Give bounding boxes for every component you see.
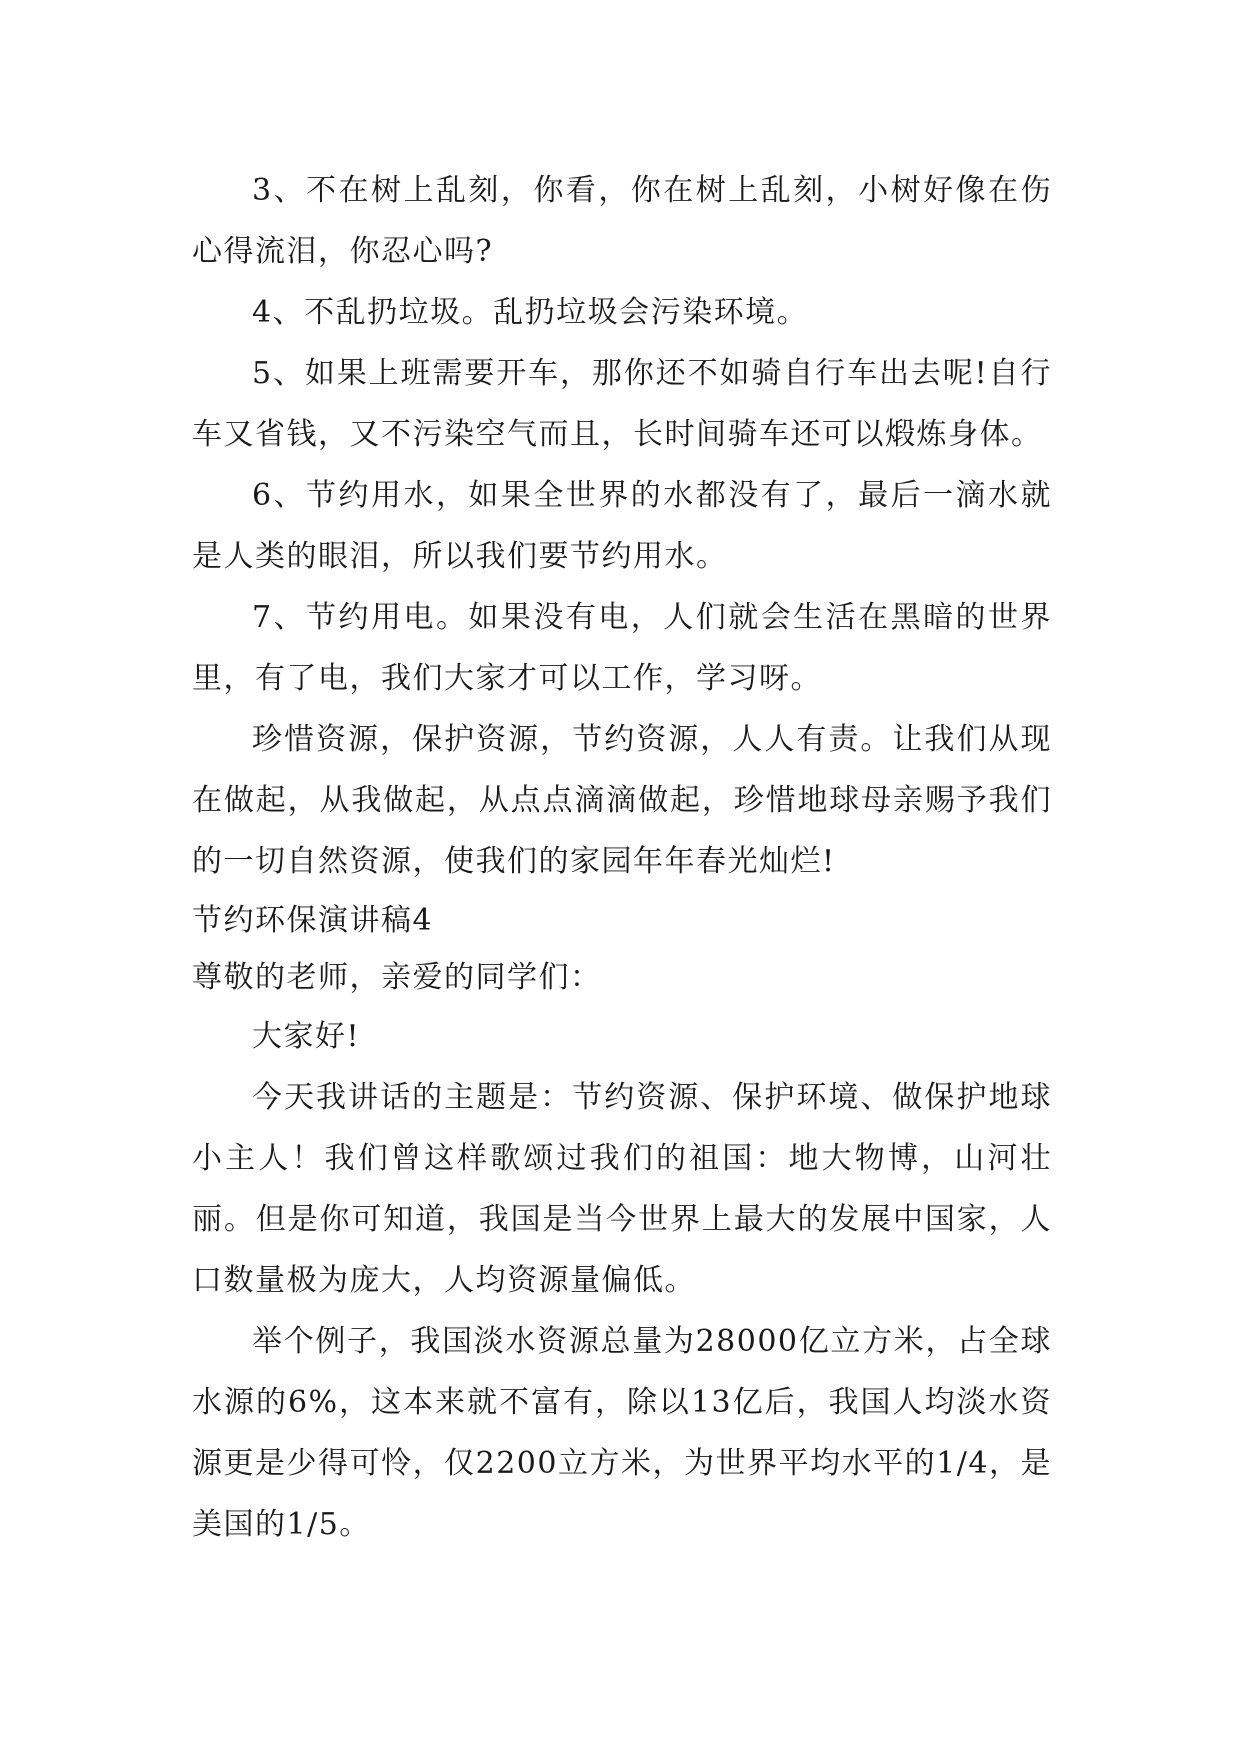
example-paragraph: 举个例子，我国淡水资源总量为28000亿立方米，占全球水源的6%，这本来就不富有，除以13亿后，我国人均淡水资源更是少得可怜，仅2200立方米，为世界平均水平的1/4，是美国的1/5。 bbox=[192, 1324, 1052, 1542]
paragraph-item-5: 5、如果上班需要开车，那你还不如骑自行车出去呢!自行车又省钱，又不污染空气而且，长时间骑车还可以煅炼身体。 bbox=[192, 356, 1052, 452]
topic-paragraph: 今天我讲话的主题是：节约资源、保护环境、做保护地球小主人！我们曾这样歌颂过我们的祖国：地大物博，山河壮丽。但是你可知道，我国是当今世界上最大的发展中国家，人口数量极为庞大，人均资源量偏低。 bbox=[192, 1080, 1052, 1298]
paragraph-item-6: 6、节约用水，如果全世界的水都没有了，最后一滴水就是人类的眼泪，所以我们要节约用水。 bbox=[192, 478, 1052, 574]
document-body bbox=[192, 160, 1052, 1555]
salutation: 尊敬的老师，亲爱的同学们： bbox=[192, 960, 602, 995]
closing-paragraph: 珍惜资源，保护资源，节约资源，人人有责。让我们从现在做起，从我做起，从点点滴滴做起，珍惜地球母亲赐予我们的一切自然资源，使我们的家园年年春光灿烂! bbox=[192, 722, 1052, 879]
paragraph-item-4: 4、不乱扔垃圾。乱扔垃圾会污染环境。 bbox=[252, 295, 809, 330]
paragraph-item-3: 3、不在树上乱刻，你看，你在树上乱刻，小树好像在伤心得流泪，你忍心吗? bbox=[192, 173, 1052, 269]
greeting-paragraph: 大家好! bbox=[252, 1019, 361, 1054]
paragraph-item-7: 7、节约用电。如果没有电，人们就会生活在黑暗的世界里，有了电，我们大家才可以工作，学习呀。 bbox=[192, 600, 1052, 696]
section-title: 节约环保演讲稿4 bbox=[192, 903, 434, 938]
